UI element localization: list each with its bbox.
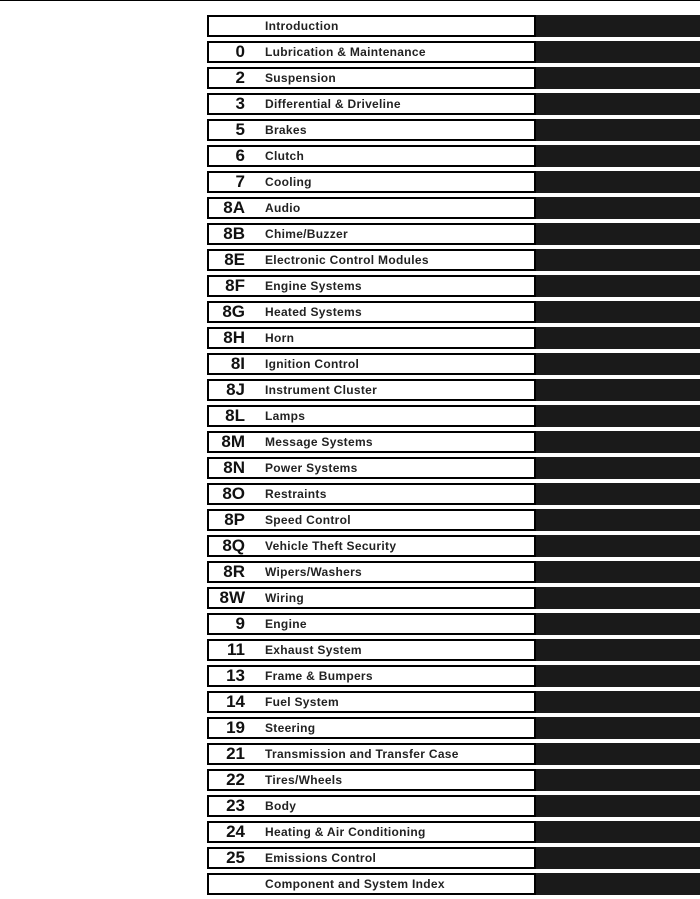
section-number: 13 (226, 666, 245, 685)
section-tab[interactable] (536, 743, 700, 765)
section-number: 11 (227, 640, 245, 659)
section-number: 8E (224, 250, 245, 269)
section-tab[interactable] (536, 431, 700, 453)
section-number: 8P (224, 510, 245, 529)
toc-entry[interactable] (207, 171, 700, 193)
section-title: Brakes (265, 123, 307, 137)
section-number: 2 (235, 68, 245, 87)
toc-entry[interactable] (207, 795, 700, 817)
section-tab[interactable] (536, 821, 700, 843)
section-tab[interactable] (536, 223, 700, 245)
section-number: 14 (226, 692, 245, 711)
section-number: 23 (226, 796, 245, 815)
section-number: 8W (219, 588, 245, 607)
table-of-contents (207, 15, 700, 899)
toc-entry[interactable] (207, 197, 700, 219)
toc-entry[interactable] (207, 717, 700, 739)
section-tab[interactable] (536, 873, 700, 895)
section-tab[interactable] (536, 457, 700, 479)
section-title: Body (265, 799, 297, 813)
toc-entry-box[interactable] (207, 691, 536, 713)
toc-entry[interactable] (207, 873, 700, 895)
toc-entry-box[interactable] (207, 379, 536, 401)
section-title: Restraints (265, 487, 327, 501)
toc-entry-box[interactable] (207, 509, 536, 531)
section-title: Power Systems (265, 461, 358, 475)
section-tab[interactable] (536, 197, 700, 219)
toc-entry[interactable] (207, 41, 700, 63)
toc-entry-box[interactable] (207, 327, 536, 349)
section-title: Speed Control (265, 513, 351, 527)
section-title: Transmission and Transfer Case (265, 747, 459, 761)
toc-entry-box[interactable] (207, 873, 536, 895)
section-tab[interactable] (536, 535, 700, 557)
toc-entry[interactable] (207, 431, 700, 453)
toc-entry-box[interactable] (207, 743, 536, 765)
section-title: Instrument Cluster (265, 383, 378, 397)
toc-entry[interactable] (207, 379, 700, 401)
section-number: 8R (223, 562, 245, 581)
section-title: Ignition Control (265, 357, 360, 371)
section-tab[interactable] (536, 41, 700, 63)
section-tab[interactable] (536, 119, 700, 141)
toc-entry-box[interactable] (207, 795, 536, 817)
toc-entry[interactable] (207, 223, 700, 245)
section-title: Lubrication & Maintenance (265, 45, 426, 59)
toc-entry-box[interactable] (207, 145, 536, 167)
toc-entry[interactable] (207, 483, 700, 505)
toc-entry[interactable] (207, 15, 700, 37)
section-title: Cooling (265, 175, 312, 189)
section-tab[interactable] (536, 93, 700, 115)
section-tab[interactable] (536, 275, 700, 297)
section-title: Engine (265, 617, 307, 631)
toc-entry-box[interactable] (207, 457, 536, 479)
section-title: Steering (265, 721, 316, 735)
toc-entry-box[interactable] (207, 561, 536, 583)
section-title: Chime/Buzzer (265, 227, 348, 241)
toc-entry-box[interactable] (207, 717, 536, 739)
toc-entry-box[interactable] (207, 535, 536, 557)
section-tab[interactable] (536, 665, 700, 687)
toc-entry-box[interactable] (207, 41, 536, 63)
section-title: Heated Systems (265, 305, 362, 319)
toc-entry[interactable] (207, 119, 700, 141)
section-number: 8L (225, 406, 245, 425)
section-number: 6 (235, 146, 245, 165)
section-title: Emissions Control (265, 851, 377, 865)
section-tab[interactable] (536, 717, 700, 739)
toc-entry[interactable] (207, 847, 700, 869)
section-number: 8J (226, 380, 245, 399)
toc-entry-box[interactable] (207, 119, 536, 141)
section-title: Heating & Air Conditioning (265, 825, 426, 839)
section-number: 25 (226, 848, 245, 867)
section-title: Suspension (265, 71, 337, 85)
toc-entry-box[interactable] (207, 353, 536, 375)
section-tab[interactable] (536, 613, 700, 635)
section-number: 8F (225, 276, 245, 295)
toc-entry[interactable] (207, 457, 700, 479)
section-number: 8N (223, 458, 245, 477)
section-title: Audio (265, 201, 301, 215)
toc-entry[interactable] (207, 665, 700, 687)
toc-entry[interactable] (207, 639, 700, 661)
section-title: Differential & Driveline (265, 97, 401, 111)
toc-entry-box[interactable] (207, 15, 536, 37)
section-number (209, 17, 245, 35)
section-number: 21 (226, 744, 245, 763)
section-number: 8M (221, 432, 245, 451)
section-number: 8I (230, 354, 245, 373)
toc-entry-box[interactable] (207, 405, 536, 427)
toc-entry[interactable] (207, 327, 700, 349)
toc-entry-box[interactable] (207, 301, 536, 323)
section-tab[interactable] (536, 483, 700, 505)
section-number: 5 (235, 120, 245, 139)
toc-entry[interactable] (207, 535, 700, 557)
toc-entry-box[interactable] (207, 821, 536, 843)
toc-entry-box[interactable] (207, 249, 536, 271)
section-title: Clutch (265, 149, 305, 163)
section-number: 22 (226, 770, 245, 789)
section-tab[interactable] (536, 405, 700, 427)
section-number (209, 875, 245, 893)
toc-entry-box[interactable] (207, 587, 536, 609)
toc-entry-box[interactable] (207, 223, 536, 245)
section-tab[interactable] (536, 561, 700, 583)
toc-entry[interactable] (207, 587, 700, 609)
section-title: Tires/Wheels (265, 773, 343, 787)
toc-entry-box[interactable] (207, 665, 536, 687)
section-tab[interactable] (536, 67, 700, 89)
toc-entry-box[interactable] (207, 67, 536, 89)
toc-entry-box[interactable] (207, 613, 536, 635)
section-title: Electronic Control Modules (265, 253, 429, 267)
section-tab[interactable] (536, 847, 700, 869)
section-number: 24 (226, 822, 245, 841)
section-number: 19 (226, 718, 245, 737)
section-title: Component and System Index (265, 877, 445, 891)
section-title: Exhaust System (265, 643, 362, 657)
toc-entry[interactable] (207, 249, 700, 271)
toc-entry[interactable] (207, 509, 700, 531)
toc-entry-box[interactable] (207, 769, 536, 791)
toc-entry[interactable] (207, 769, 700, 791)
section-number: 8A (223, 198, 245, 217)
section-tab[interactable] (536, 171, 700, 193)
section-title: Engine Systems (265, 279, 362, 293)
section-number: 3 (235, 94, 245, 113)
section-tab[interactable] (536, 639, 700, 661)
toc-entry[interactable] (207, 275, 700, 297)
section-title: Horn (265, 331, 295, 345)
section-tab[interactable] (536, 379, 700, 401)
section-tab[interactable] (536, 15, 700, 37)
toc-entry-box[interactable] (207, 93, 536, 115)
section-tab[interactable] (536, 301, 700, 323)
toc-entry[interactable] (207, 301, 700, 323)
section-tab[interactable] (536, 587, 700, 609)
toc-entry[interactable] (207, 67, 700, 89)
section-title: Wipers/Washers (265, 565, 363, 579)
section-number: 8G (222, 302, 245, 321)
toc-entry[interactable] (207, 145, 700, 167)
section-number: 8B (223, 224, 245, 243)
section-tab[interactable] (536, 509, 700, 531)
section-title: Message Systems (265, 435, 373, 449)
toc-entry[interactable] (207, 353, 700, 375)
section-tab[interactable] (536, 327, 700, 349)
section-tab[interactable] (536, 145, 700, 167)
toc-entry-box[interactable] (207, 431, 536, 453)
section-number: 7 (235, 172, 245, 191)
section-title: Frame & Bumpers (265, 669, 373, 683)
toc-entry[interactable] (207, 405, 700, 427)
section-tab[interactable] (536, 691, 700, 713)
section-number: 0 (235, 42, 245, 61)
toc-entry[interactable] (207, 821, 700, 843)
section-number: 9 (235, 614, 245, 633)
toc-entry[interactable] (207, 93, 700, 115)
section-title: Vehicle Theft Security (265, 539, 397, 553)
section-tab[interactable] (536, 353, 700, 375)
section-title: Wiring (265, 591, 305, 605)
toc-entry-box[interactable] (207, 171, 536, 193)
toc-entry-box[interactable] (207, 639, 536, 661)
toc-entry[interactable] (207, 743, 700, 765)
toc-entry-box[interactable] (207, 197, 536, 219)
toc-entry[interactable] (207, 561, 700, 583)
top-rule (0, 0, 700, 1)
section-tab[interactable] (536, 795, 700, 817)
toc-entry-box[interactable] (207, 483, 536, 505)
section-number: 8H (223, 328, 245, 347)
section-number: 8O (222, 484, 245, 503)
toc-entry-box[interactable] (207, 275, 536, 297)
section-title: Lamps (265, 409, 306, 423)
toc-entry-box[interactable] (207, 847, 536, 869)
section-tab[interactable] (536, 769, 700, 791)
section-title: Introduction (265, 19, 339, 33)
section-number: 8Q (222, 536, 245, 555)
section-tab[interactable] (536, 249, 700, 271)
toc-entry[interactable] (207, 613, 700, 635)
toc-entry[interactable] (207, 691, 700, 713)
section-title: Fuel System (265, 695, 339, 709)
